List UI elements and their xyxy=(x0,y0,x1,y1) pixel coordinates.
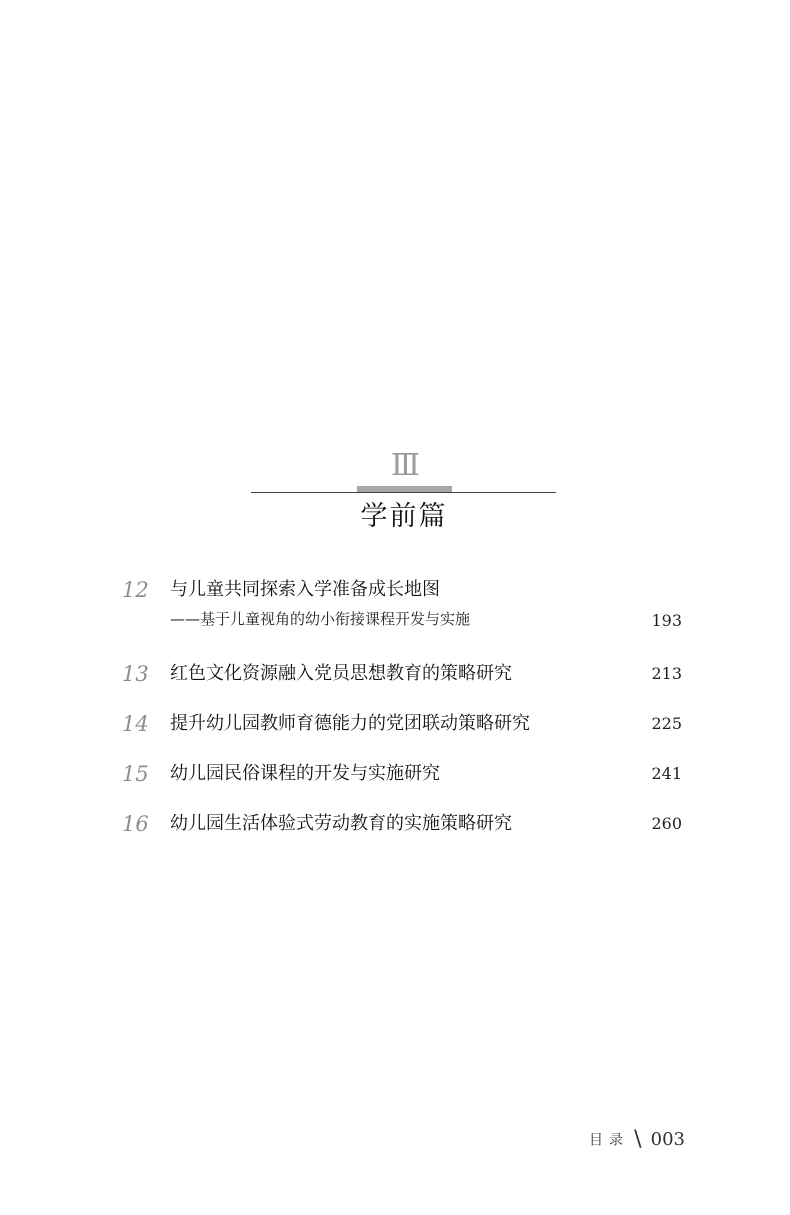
toc-entry-number: 15 xyxy=(122,762,149,786)
footer-separator: \ xyxy=(634,1127,642,1152)
section-divider xyxy=(251,492,556,493)
toc-entry-number: 13 xyxy=(122,662,149,686)
toc-entry-subtitle: ——基于儿童视角的幼小衔接课程开发与实施 xyxy=(170,610,471,628)
toc-entry-number: 12 xyxy=(122,578,149,602)
toc-entry-title: 红色文化资源融入党员思想教育的策略研究 xyxy=(170,663,512,684)
toc-entry-title: 幼儿园民俗课程的开发与实施研究 xyxy=(170,763,440,784)
section-header xyxy=(0,445,790,545)
toc-entry-14[interactable] xyxy=(0,709,790,749)
toc-entry-16[interactable] xyxy=(0,809,790,849)
toc-entry-page: 225 xyxy=(651,714,682,733)
toc-entry-page: 213 xyxy=(651,664,682,683)
toc-entry-12[interactable] xyxy=(0,575,790,635)
toc-entry-13[interactable] xyxy=(0,659,790,699)
footer-label: 目录 xyxy=(589,1132,630,1149)
footer-page-number: 003 xyxy=(650,1129,685,1150)
page-footer xyxy=(560,1127,685,1157)
toc-entry-page: 193 xyxy=(651,611,682,630)
section-roman-numeral: Ⅲ xyxy=(391,448,419,483)
toc-entry-title: 与儿童共同探索入学准备成长地图 xyxy=(170,579,440,600)
toc-entry-15[interactable] xyxy=(0,759,790,799)
toc-entry-title: 提升幼儿园教师育德能力的党团联动策略研究 xyxy=(170,713,530,734)
toc-entry-number: 14 xyxy=(122,712,149,736)
toc-entry-title: 幼儿园生活体验式劳动教育的实施策略研究 xyxy=(170,813,512,834)
toc-entry-page: 260 xyxy=(651,814,682,833)
toc-entry-page: 241 xyxy=(651,764,682,783)
section-title: 学前篇 xyxy=(360,501,448,532)
toc-entry-number: 16 xyxy=(122,812,149,836)
